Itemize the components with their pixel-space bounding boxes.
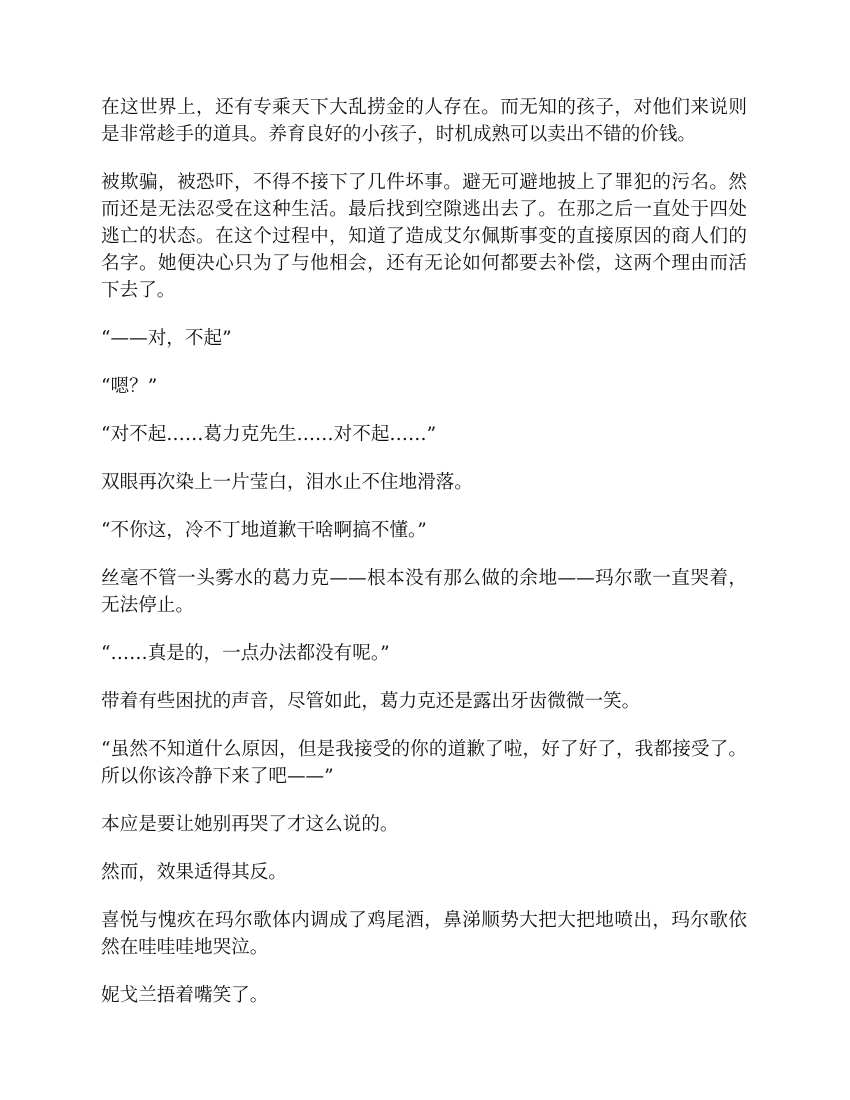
dialogue-line: “不你这，冷不丁地道歉干啥啊搞不懂。” <box>101 520 427 541</box>
paragraph: 在这世界上，还有专乘天下大乱捞金的人存在。而无知的孩子，对他们来说则是非常趁手的道具。养育良好的小孩子，时机成熟可以卖出不错的价钱。 <box>101 97 747 145</box>
paragraph: 丝毫不管一头雾水的葛力克——根本没有那么做的余地——玛尔歌一直哭着，无法停止。 <box>101 568 747 616</box>
paragraph: 双眼再次染上一片莹白，泪水止不住地滑落。 <box>101 472 473 493</box>
dialogue-line: “——对，不起” <box>101 328 232 349</box>
document-page <box>101 94 747 1030</box>
dialogue-line: “虽然不知道什么原因，但是我接受的你的道歉了啦，好了好了，我都接受了。所以你该冷静下来了吧——” <box>101 739 747 787</box>
paragraph: 妮戈兰捂着嘴笑了。 <box>101 985 269 1006</box>
dialogue-line: “对不起……葛力克先生……对不起……” <box>101 424 437 445</box>
dialogue-line: “……真是的，一点办法都没有呢。” <box>101 643 390 664</box>
paragraph: 带着有些困扰的声音，尽管如此，葛力克还是露出牙齿微微一笑。 <box>101 691 641 712</box>
dialogue-line: “嗯？” <box>101 376 158 397</box>
paragraph: 然而，效果适得其反。 <box>101 862 287 883</box>
paragraph: 被欺骗，被恐吓，不得不接下了几件坏事。避无可避地披上了罪犯的污名。然而还是无法忍受在这种生活。最后找到空隙逃出去了。在那之后一直处于四处逃亡的状态。在这个过程中，知道了造成艾尔佩斯事变的直接原因的商人们的名字。她便决心只为了与他相会，还有无论如何都要去补偿，这两个理由而活下去了。 <box>101 172 747 301</box>
paragraph: 喜悦与愧疚在玛尔歌体内调成了鸡尾酒，鼻涕顺势大把大把地喷出，玛尔歌依然在哇哇哇地哭泣。 <box>101 910 747 958</box>
paragraph: 本应是要让她别再哭了才这么说的。 <box>101 814 399 835</box>
